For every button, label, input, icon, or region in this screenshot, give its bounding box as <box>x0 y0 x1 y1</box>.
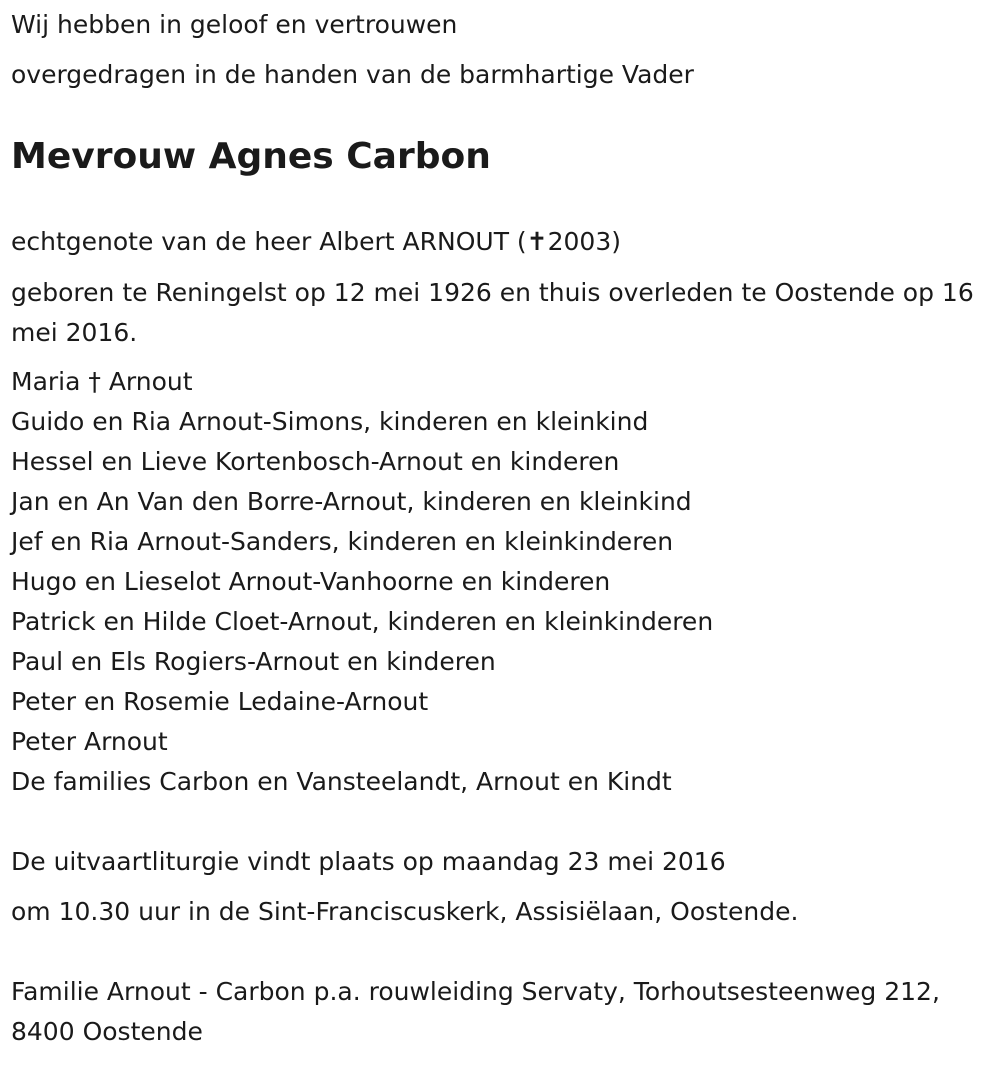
spouse-line: echtgenote van de heer Albert ARNOUT (✝2003) <box>11 227 621 256</box>
family-member: De families Carbon en Vansteelandt, Arnout en Kindt <box>11 767 672 796</box>
family-member: Hugo en Lieselot Arnout-Vanhoorne en kinderen <box>11 567 611 596</box>
intro-line-1: Wij hebben in geloof en vertrouwen <box>11 10 458 39</box>
family-member: Jef en Ria Arnout-Sanders, kinderen en kleinkinderen <box>11 527 674 556</box>
contact-address: Familie Arnout - Carbon p.a. rouwleiding Servaty, Torhoutsesteenweg 212, 8400 Oostende <box>11 977 940 1046</box>
family-member: Peter en Rosemie Ledaine-Arnout <box>11 687 429 716</box>
family-member: Patrick en Hilde Cloet-Arnout, kinderen en kleinkinderen <box>11 607 714 636</box>
family-member: Jan en An Van den Borre-Arnout, kinderen en kleinkind <box>11 487 692 516</box>
intro-line-2: overgedragen in de handen van de barmhartige Vader <box>11 60 694 89</box>
family-list <box>11 362 713 802</box>
family-member: Guido en Ria Arnout-Simons, kinderen en kleinkind <box>11 407 649 436</box>
birth-death-line: geboren te Reningelst op 12 mei 1926 en thuis overleden te Oostende op 16 mei 2016. <box>11 278 974 347</box>
family-member: Peter Arnout <box>11 727 168 756</box>
funeral-line-2: om 10.30 uur in de Sint-Franciscuskerk, Assisiëlaan, Oostende. <box>11 897 799 926</box>
family-member: Paul en Els Rogiers-Arnout en kinderen <box>11 647 496 676</box>
family-member: Hessel en Lieve Kortenbosch-Arnout en kinderen <box>11 447 620 476</box>
deceased-name: Mevrouw Agnes Carbon <box>11 136 491 177</box>
funeral-line-1: De uitvaartliturgie vindt plaats op maandag 23 mei 2016 <box>11 847 726 876</box>
family-member: Maria † Arnout <box>11 367 193 396</box>
